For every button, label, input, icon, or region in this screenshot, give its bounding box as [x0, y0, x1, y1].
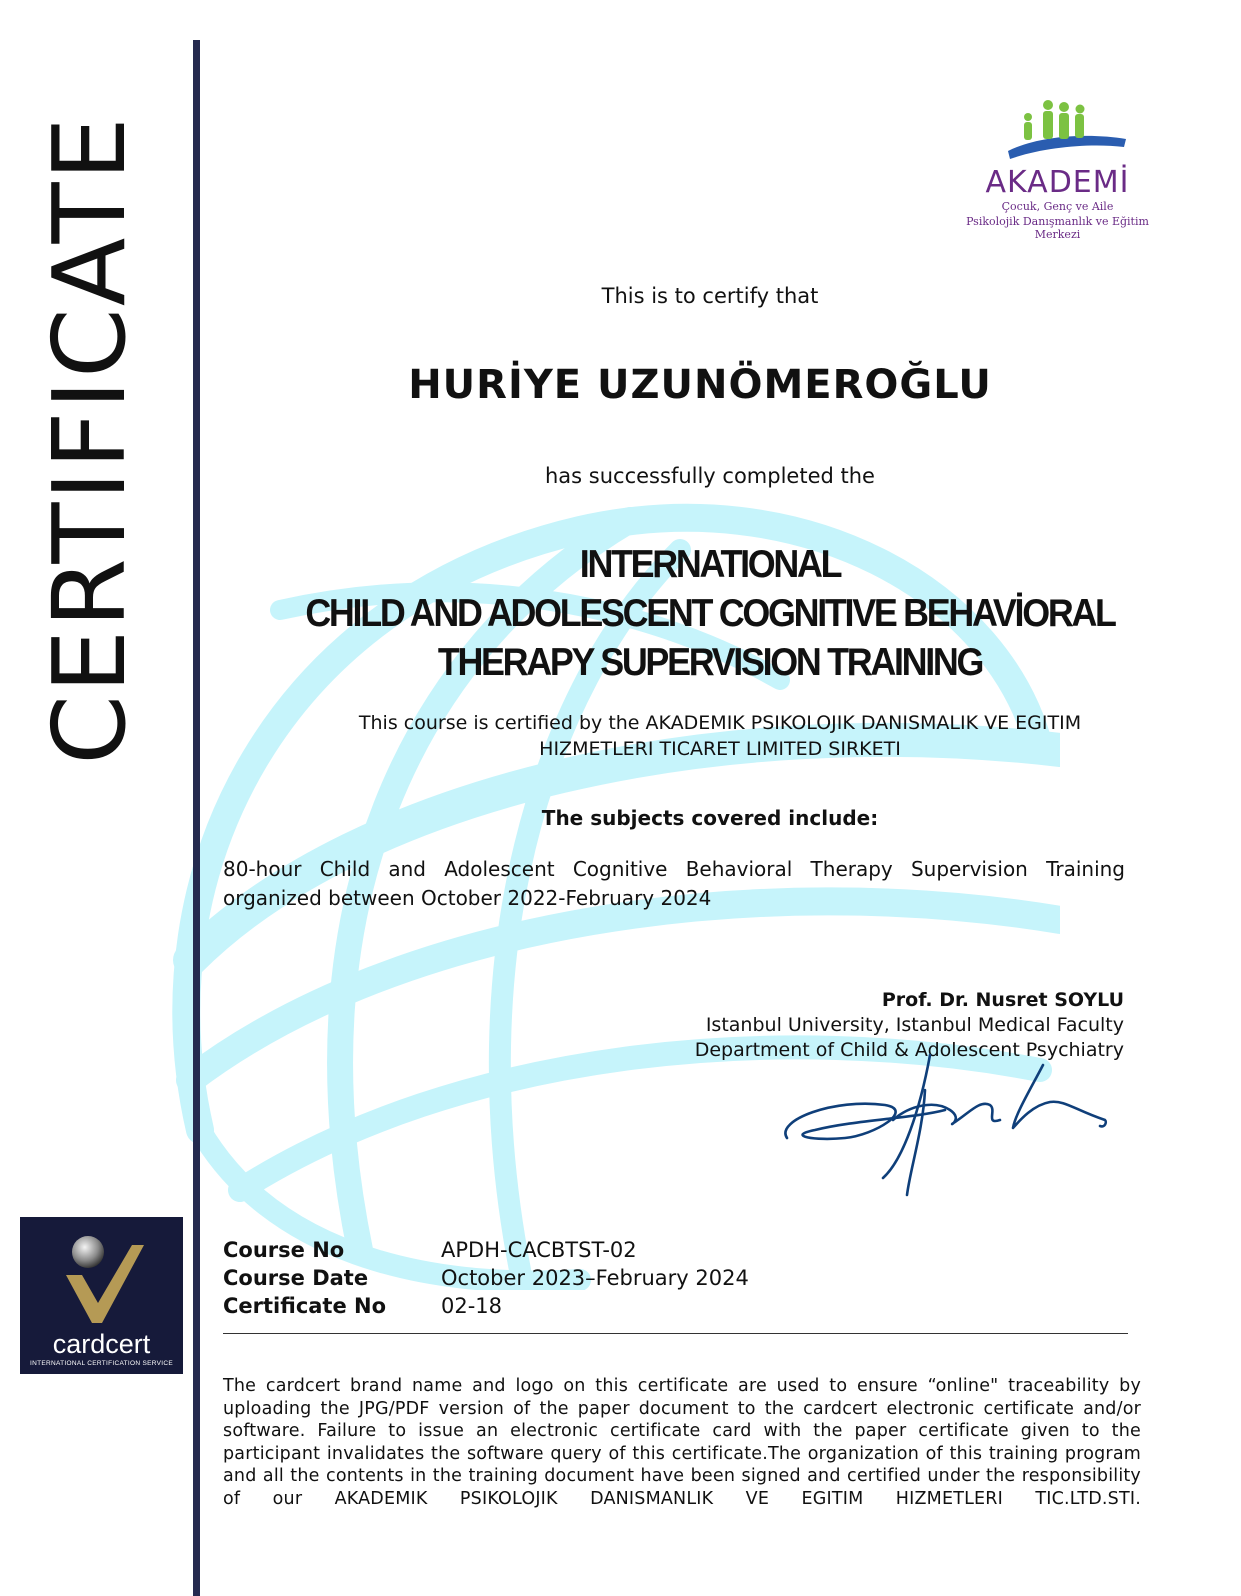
cardcert-subtitle: INTERNATIONAL CERTIFICATION SERVICE — [29, 1360, 174, 1367]
akademi-logo-subtitle-1: Çocuk, Genç ve Aile — [1001, 200, 1114, 213]
vertical-divider-bar — [193, 40, 200, 1596]
course-no-value: APDH-CACBTST-02 — [441, 1238, 637, 1262]
detail-row — [223, 1292, 749, 1320]
course-date-label: Course Date — [223, 1266, 369, 1290]
divider-line — [223, 1333, 1128, 1334]
certified-by-line-2: HIZMETLERI TICARET LIMITED SIRKETI — [539, 738, 901, 760]
certificate-no-label: Certificate No — [223, 1294, 387, 1318]
certify-intro: This is to certify that — [601, 284, 819, 308]
course-title-line-1: INTERNATIONAL — [579, 543, 841, 586]
checkmark-globe-icon — [20, 1217, 183, 1332]
signer-department: Department of Child & Adolescent Psychiatry — [694, 1039, 1124, 1061]
course-details — [223, 1236, 749, 1320]
family-figures-icon — [1000, 95, 1130, 160]
course-no-label: Course No — [223, 1238, 345, 1262]
akademi-logo — [945, 95, 1170, 240]
certified-by-line-1: This course is certified by the AKADEMIK PSIKOLOJIK DANISMALIK VE EGITIM — [358, 712, 1082, 734]
cardcert-name: cardcert — [52, 1329, 151, 1359]
subjects-text: 80-hour Child and Adolescent Cognitive Behavioral Therapy Supervision Training organized between October 2022-February 2024 — [223, 857, 1125, 910]
cardcert-logo — [20, 1217, 183, 1374]
signer-affiliation: Istanbul University, Istanbul Medical Faculty — [705, 1014, 1124, 1036]
certificate-vertical-title: CERTIFICATE — [31, 115, 148, 765]
detail-row — [223, 1236, 749, 1264]
course-title — [259, 540, 1161, 687]
signature — [775, 1050, 1115, 1200]
course-title-line-2: CHILD AND ADOLESCENT COGNITIVE BEHAVİORAL — [305, 592, 1115, 635]
course-date-value: October 2023–February 2024 — [441, 1266, 749, 1290]
akademi-logo-subtitle-2: Psikolojik Danışmanlık ve Eğitim Merkezi — [966, 215, 1149, 241]
course-title-line-3: THERAPY SUPERVISION TRAINING — [437, 641, 983, 684]
certificate-no-value: 02-18 — [441, 1294, 503, 1318]
certified-by — [250, 710, 1190, 762]
akademi-logo-name: AKADEMİ — [985, 165, 1130, 200]
signer-name: Prof. Dr. Nusret SOYLU — [881, 989, 1124, 1011]
footer-disclaimer: The cardcert brand name and logo on this certificate are used to ensure “online" traceability by uploading the JPG/PDF version of the paper document to the cardcert electronic certificate and/or software. Failure to issue an electronic certificate card with the paper certificate given to the participant invalidates the software query of this certificate.The organization of this training program and all the contents in the training document have been signed and certified under the responsibility of our AKADEMIK PSIKOLOJIK DANISMANLIK VE EGITIM HIZMETLERI TIC.LTD.STI. — [223, 1376, 1141, 1509]
detail-row — [223, 1264, 749, 1292]
subjects-heading: The subjects covered include: — [541, 806, 879, 830]
recipient-name: HURİYE UZUNÖMEROĞLU — [408, 362, 992, 408]
completed-text: has successfully completed the — [545, 464, 875, 488]
